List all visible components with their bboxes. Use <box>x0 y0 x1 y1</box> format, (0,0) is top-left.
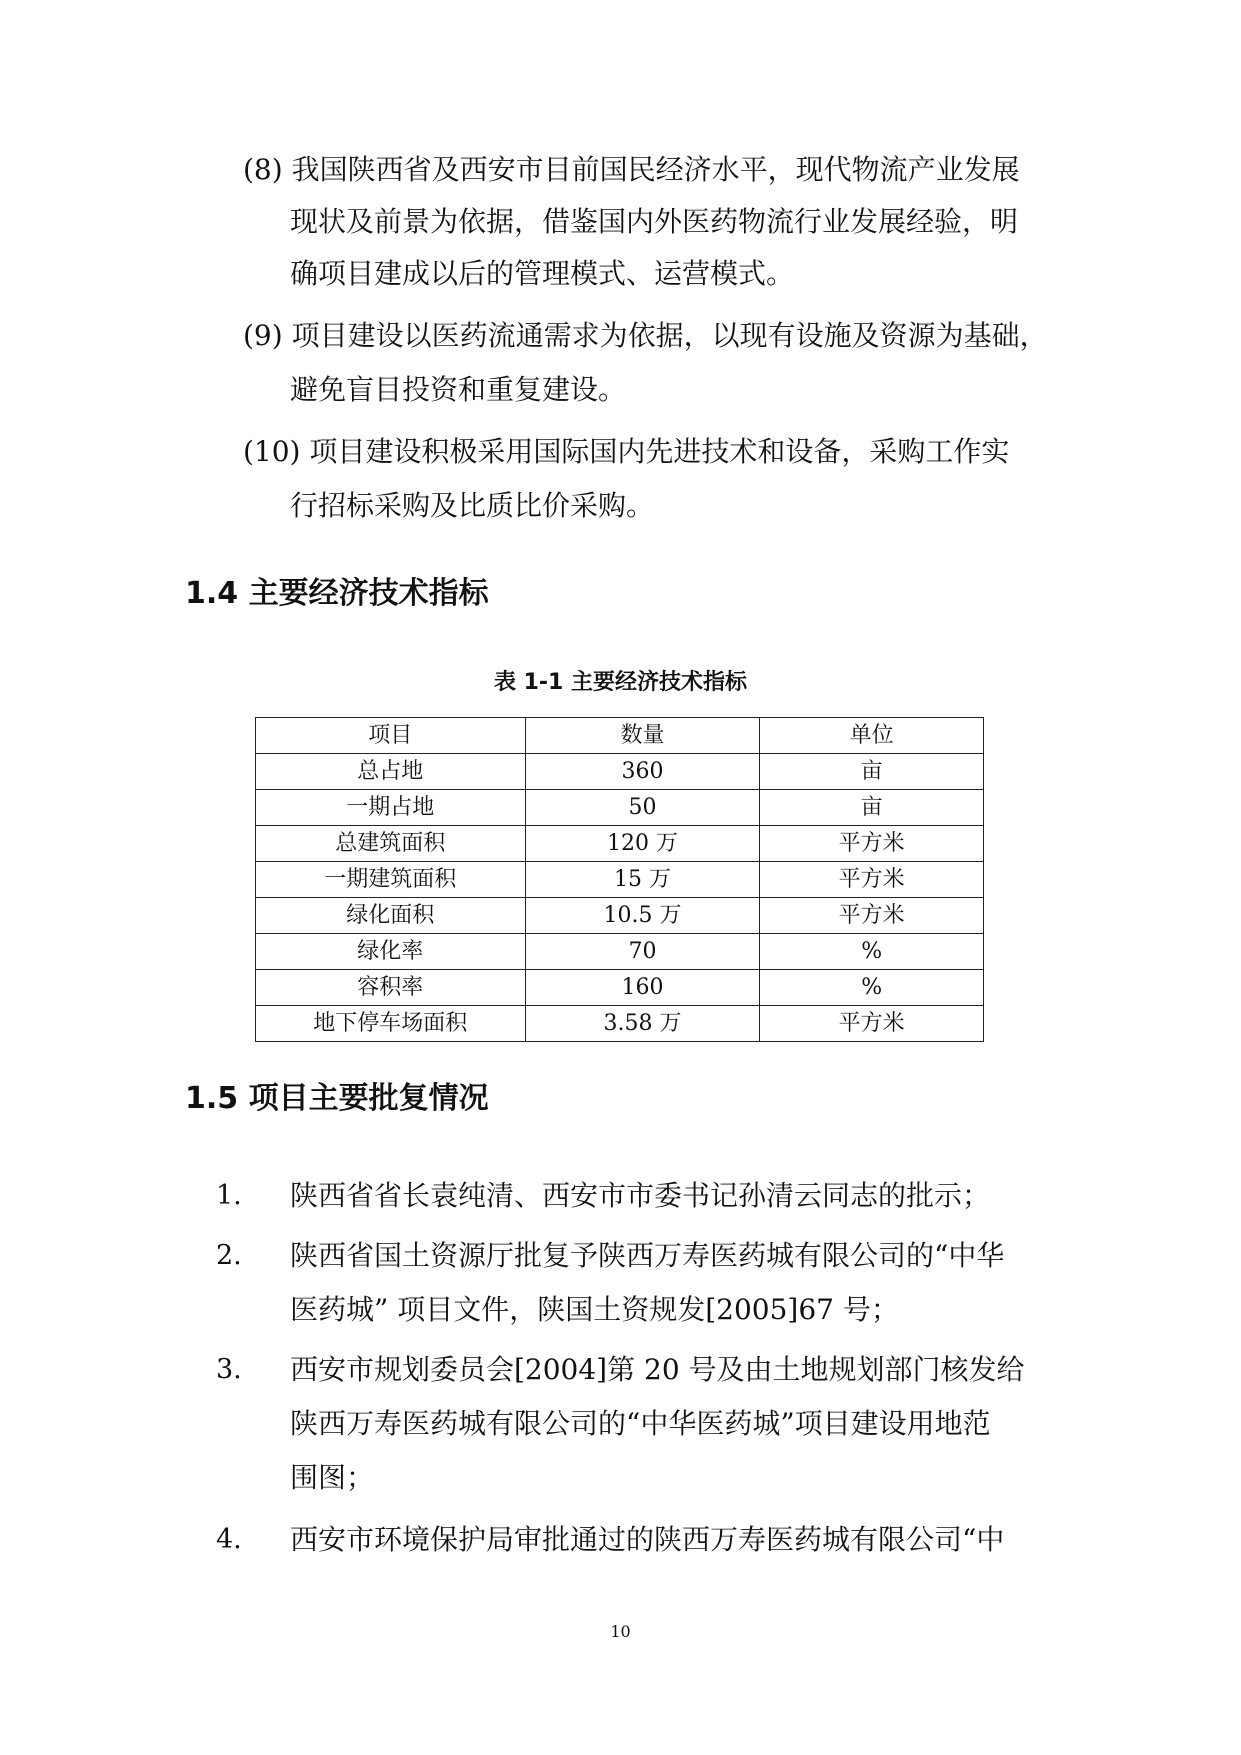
approval-4-line-1: 西安市环境保护局审批通过的陕西万寿医药城有限公司“中 <box>290 1523 1005 1556</box>
approval-3-number: 3. <box>216 1354 242 1385</box>
table-cell: 绿化面积 <box>256 898 526 934</box>
header-quantity: 数量 <box>525 718 760 754</box>
table-row <box>256 898 984 934</box>
table-cell: 容积率 <box>256 970 526 1006</box>
approval-1-line-1: 陕西省省长袁纯清、西安市市委书记孙清云同志的批示； <box>290 1179 991 1212</box>
table-cell: % <box>760 934 984 970</box>
table-cell: % <box>760 970 984 1006</box>
table-cell: 15 万 <box>525 862 760 898</box>
table-cell: 平方米 <box>760 826 984 862</box>
approval-3-line-2: 陕西万寿医药城有限公司的“中华医药城”项目建设用地范 <box>290 1407 991 1440</box>
table-cell: 50 <box>525 790 760 826</box>
paragraph-10-text: 项目建设积极采用国际国内先进技术和设备，采购工作实 <box>309 435 1010 468</box>
paragraph-8-number: (8) <box>243 153 283 186</box>
table-cell: 120 万 <box>525 826 760 862</box>
table-row <box>256 970 984 1006</box>
paragraph-9-line-1 <box>243 316 1048 356</box>
table-caption: 表 1-1 主要经济技术指标 <box>493 670 748 695</box>
table-cell: 70 <box>525 934 760 970</box>
paragraph-9-line-2: 避免盲目投资和重复建设。 <box>290 373 627 406</box>
table-cell: 3.58 万 <box>525 1006 760 1042</box>
approval-2-number: 2. <box>216 1240 242 1271</box>
table-cell: 160 <box>525 970 760 1006</box>
paragraph-10-number: (10) <box>243 435 301 468</box>
table-cell: 平方米 <box>760 898 984 934</box>
approval-1-number: 1. <box>216 1180 242 1211</box>
paragraph-10-line-2: 行招标采购及比质比价采购。 <box>290 489 655 522</box>
paragraph-8-line-3: 确项目建成以后的管理模式、运营模式。 <box>290 257 795 290</box>
table-cell: 360 <box>525 754 760 790</box>
paragraph-10-line-1 <box>243 432 1009 472</box>
section-1-4-heading: 1.4 主要经济技术指标 <box>185 576 489 611</box>
table-row <box>256 790 984 826</box>
paragraph-9-text: 项目建设以医药流通需求为依据，以现有设施及资源为基础， <box>291 319 1048 352</box>
table-row <box>256 826 984 862</box>
table-row <box>256 1006 984 1042</box>
header-item: 项目 <box>256 718 526 754</box>
paragraph-8-line-2: 现状及前景为依据，借鉴国内外医药物流行业发展经验，明 <box>290 205 1019 238</box>
page-number: 10 <box>610 1622 631 1641</box>
table-cell: 一期占地 <box>256 790 526 826</box>
table-row <box>256 862 984 898</box>
header-unit: 单位 <box>760 718 984 754</box>
paragraph-9-number: (9) <box>243 319 283 352</box>
economic-indicators-table <box>255 717 984 1042</box>
approval-2-line-2: 医药城” 项目文件，陕国土资规发[2005]67 号； <box>290 1293 899 1326</box>
table-cell: 地下停车场面积 <box>256 1006 526 1042</box>
section-1-5-heading: 1.5 项目主要批复情况 <box>185 1081 489 1116</box>
table-cell: 平方米 <box>760 862 984 898</box>
table-cell: 10.5 万 <box>525 898 760 934</box>
table-cell: 总占地 <box>256 754 526 790</box>
table-cell: 总建筑面积 <box>256 826 526 862</box>
table-row <box>256 754 984 790</box>
paragraph-8-line-1 <box>243 150 1020 190</box>
table-cell: 绿化率 <box>256 934 526 970</box>
table-cell: 一期建筑面积 <box>256 862 526 898</box>
paragraph-8-text: 我国陕西省及西安市目前国民经济水平，现代物流产业发展 <box>291 153 1020 186</box>
table-cell: 亩 <box>760 790 984 826</box>
approval-3-line-3: 围图； <box>290 1461 375 1494</box>
approval-2-line-1: 陕西省国土资源厅批复予陕西万寿医药城有限公司的“中华 <box>290 1239 1005 1272</box>
approval-4-number: 4. <box>216 1524 242 1555</box>
table-header-row <box>256 718 984 754</box>
table-cell: 亩 <box>760 754 984 790</box>
table-row <box>256 934 984 970</box>
table-cell: 平方米 <box>760 1006 984 1042</box>
approval-3-line-1: 西安市规划委员会[2004]第 20 号及由土地规划部门核发给 <box>290 1353 1025 1386</box>
